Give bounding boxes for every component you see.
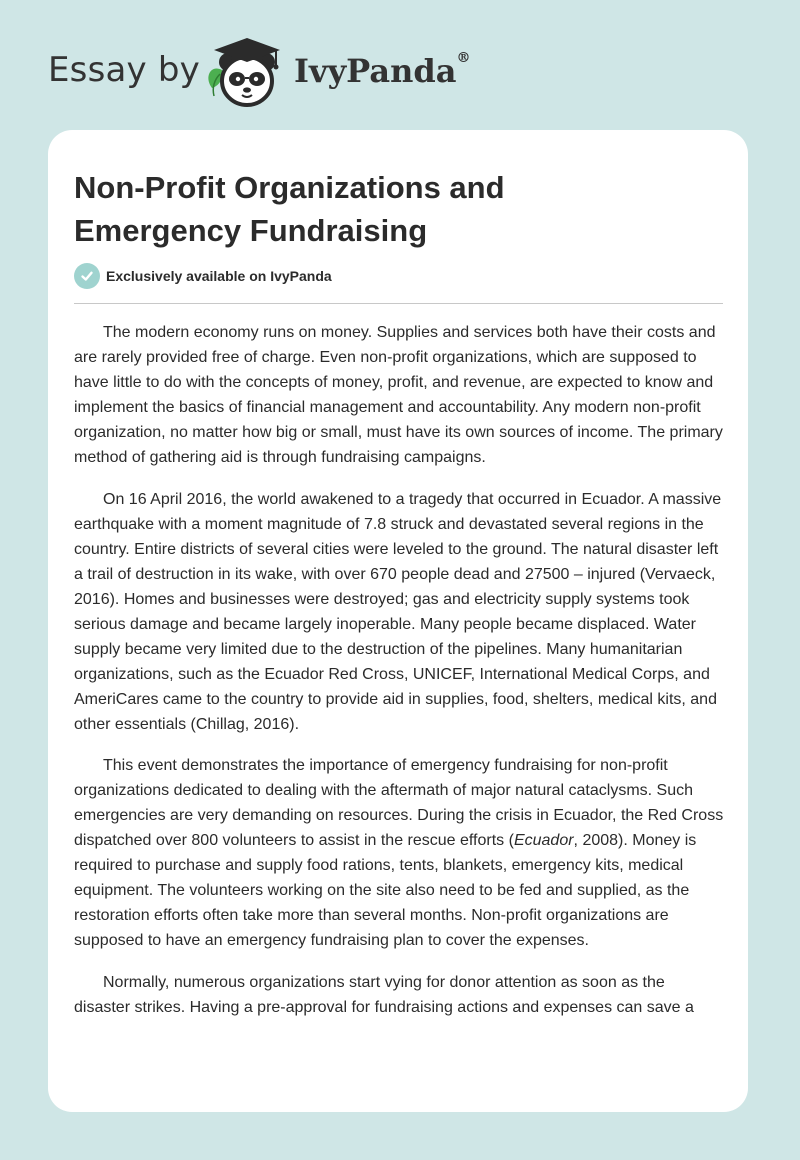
paragraph-3: [74, 753, 724, 953]
paragraph-2: On 16 April 2016, the world awakened to a tragedy that occurred in Ecuador. A massive earthquake with a moment magnitude of 7.8 struck and devastated several regions in the country. Entire districts of several cities were leveled to the ground. The natural disaster left a trail of destruction in its wake, with over 670 people dead and 27500 – injured (Vervaeck, 2016). Homes and businesses were destroyed; gas and electricity supply systems took serious damage and became largely inoperable. Many people became displaced. Water supply became very limited due to the destruction of the pipelines. Many humanitarian organizations, such as the Ecuador Red Cross, UNICEF, International Medical Corps, and AmeriCares came to the country to provide aid in supplies, food, shelters, medical kits, and other essentials (Chillag, 2016).: [74, 490, 722, 733]
registered-mark: ®: [456, 50, 471, 66]
exclusive-badge-label: Exclusively available on IvyPanda: [106, 268, 332, 284]
paragraph-3-text-start: This event demonstrates the importance of emergency fundraising for non-profit organizations dedicated to dealing with the aftermath of major natural cataclysms. Such emergencies are very demanding on resources. During the crisis in Ecuador, the Red Cross dispatched over 800 volunteers to assist in the rescue efforts (: [74, 757, 724, 849]
paragraph-1: The modern economy runs on money. Supplies and services both have their costs and are rarely provided free of charge. Even non-profit organizations, which are supposed to have little to do with the concepts of money, profit, and revenue, are expected to know and implement the basics of financial management and accountability. Any modern non-profit organization, no matter how big or small, must have its own sources of income. The primary method of gathering aid is through fundraising campaigns.: [74, 324, 723, 466]
citation-ecuador: Ecuador: [513, 832, 574, 849]
divider: [74, 303, 723, 304]
essay-card: [48, 130, 748, 1112]
essay-by-label: Essay by: [48, 50, 200, 90]
site-header: [48, 34, 548, 108]
checkmark-icon: [74, 263, 100, 289]
paragraph-4: Normally, numerous organizations start vying for donor attention as soon as the disaster strikes. Having a pre-approval for fundraising actions and expenses can save a: [74, 973, 694, 1016]
panda-mascot-logo-icon[interactable]: [202, 36, 292, 110]
paragraph-3-text-end: , 2008). Money is required to purchase and supply food rations, tents, blankets, emergency kits, medical equipment. The volunteers working on the site also need to be fed and supplied, as the restoration efforts often take more than several months. Non-profit organizations are supposed to have an emergency fundraising plan to cover the expenses.: [74, 832, 697, 949]
ivypanda-wordmark[interactable]: [294, 52, 470, 90]
brand-name-text: IvyPanda: [294, 52, 457, 90]
exclusive-badge: [74, 263, 332, 289]
page-title: Non-Profit Organizations and Emergency Fundraising: [74, 170, 505, 248]
essay-body: [74, 320, 724, 1036]
